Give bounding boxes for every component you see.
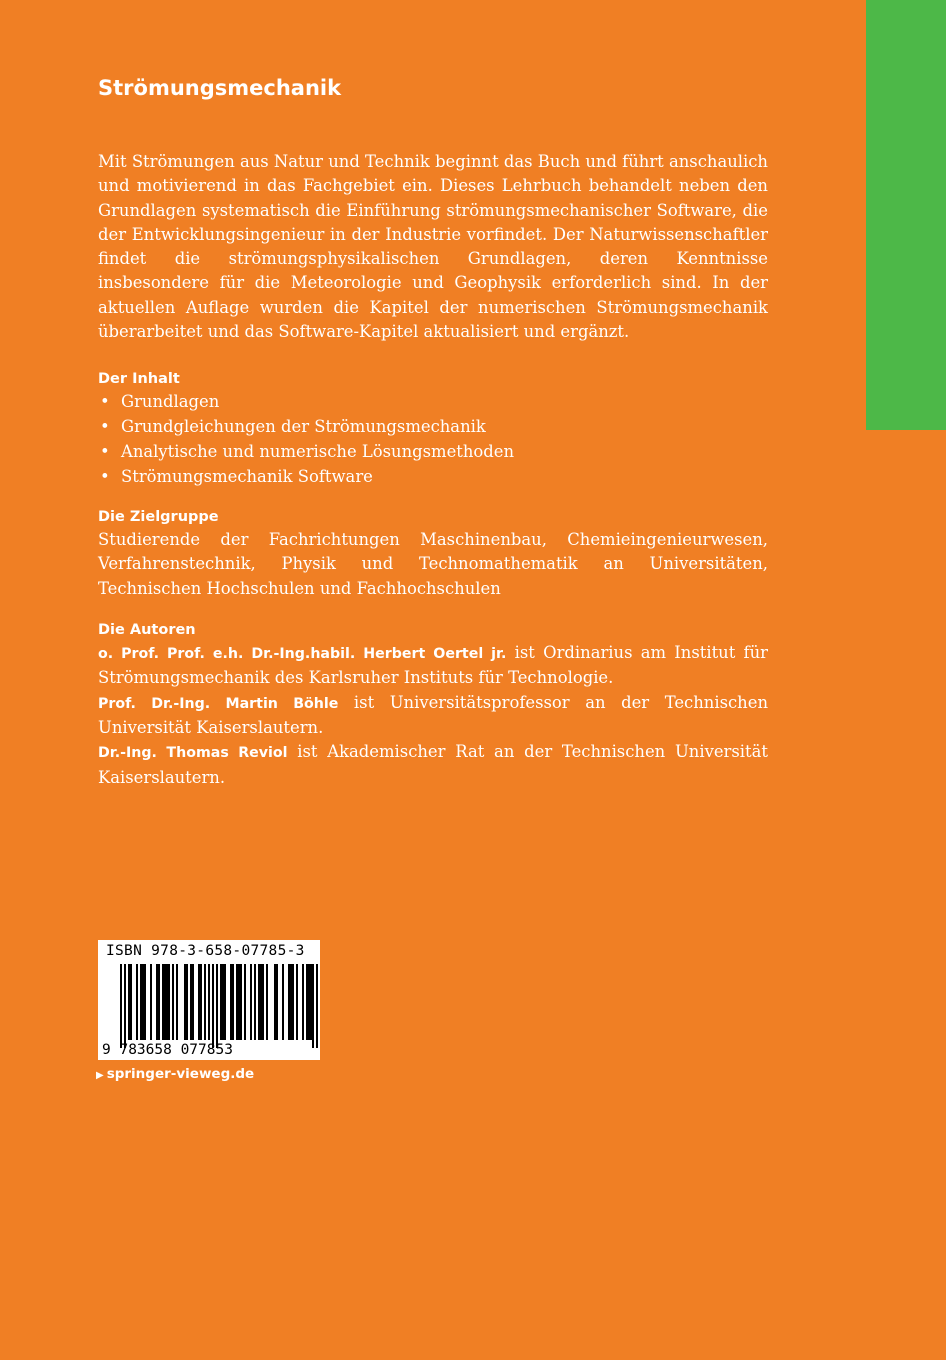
barcode-bar: [220, 964, 222, 1040]
barcode-bar: [120, 964, 122, 1048]
barcode-bar: [312, 964, 314, 1048]
barcode-bar: [260, 964, 262, 1040]
barcode-bar: [190, 964, 192, 1040]
barcode-bar: [236, 964, 238, 1040]
barcode-bar: [166, 964, 168, 1040]
barcode-bar: [158, 964, 160, 1040]
barcode-bar: [254, 964, 256, 1040]
barcode-bar: [306, 964, 308, 1040]
bullet-icon: •: [100, 392, 110, 412]
list-item: [98, 390, 768, 415]
author-entry: [98, 641, 768, 691]
barcode-bar: [244, 964, 246, 1040]
inhalt-list: [98, 390, 768, 489]
author-description: ist Ordinarius am Institut für Strömungsmechanik des Karlsruher Instituts für Technologie.: [98, 643, 768, 688]
barcode-bar: [162, 964, 164, 1040]
bullet-icon: •: [100, 466, 110, 486]
author-description: ist Akademischer Rat an der Technischen Universität Kaiserslautern.: [98, 742, 768, 787]
barcode-bar: [128, 964, 130, 1040]
zielgruppe-heading: Die Zielgruppe: [98, 508, 219, 525]
barcode-bar: [176, 964, 178, 1040]
author-description: ist Universitätsprofessor an der Technischen Universität Kaiserslautern.: [98, 692, 768, 737]
green-color-strip: [866, 0, 946, 430]
bullet-icon: •: [100, 417, 110, 437]
barcode-bar: [258, 964, 260, 1040]
author-name: o. Prof. Prof. e.h. Dr.-Ing.habil. Herbert Oertel jr.: [98, 646, 507, 663]
barcode-bar: [216, 964, 218, 1048]
list-item-text: Analytische und numerische Lösungsmethoden: [121, 441, 515, 461]
barcode-bar: [292, 964, 294, 1040]
barcode-bar: [184, 964, 186, 1040]
barcode-bar: [250, 964, 252, 1040]
barcode-bar: [266, 964, 268, 1040]
barcode-bar: [172, 964, 174, 1040]
barcode-bar: [204, 964, 206, 1040]
barcode-bar: [200, 964, 202, 1040]
list-item: [98, 465, 768, 490]
publisher-url: springer-vieweg.de: [106, 1066, 255, 1082]
barcode-bar: [136, 964, 138, 1040]
barcode-bar: [164, 964, 166, 1040]
barcode-bar: [240, 964, 242, 1040]
barcode-bar: [282, 964, 284, 1040]
barcode-bar: [144, 964, 146, 1040]
isbn-barcode: [98, 940, 320, 1060]
arrow-right-icon: ▶: [96, 1070, 104, 1081]
barcode-bar: [302, 964, 304, 1040]
section-zielgruppe: [98, 506, 768, 602]
list-item-text: Strömungsmechanik Software: [121, 466, 373, 486]
barcode-bar: [310, 964, 312, 1040]
author-name: Dr.-Ing. Thomas Reviol: [98, 745, 288, 762]
barcode-bar: [232, 964, 234, 1040]
barcode-bar: [156, 964, 158, 1040]
barcode-bar: [274, 964, 276, 1040]
barcode-bar: [222, 964, 224, 1040]
barcode-bar: [198, 964, 200, 1040]
author-entry: [98, 691, 768, 741]
barcode-bar: [316, 964, 318, 1048]
section-inhalt: [98, 368, 768, 489]
barcode-bar: [186, 964, 188, 1040]
intro-paragraph: Mit Strömungen aus Natur und Technik beginnt das Buch und führt anschaulich und motivierend in das Fachgebiet ein. Dieses Lehrbuch behandelt neben den Grundlagen systematisch die Einführung strömungsmechanischer Software, die der Entwicklungsingenieur in der Industrie vorfindet. Der Naturwissenschaftler findet die strömungsphysikalischen Grundlagen, deren Kenntnisse insbesondere für die Meteorologie und Geophysik erforderlich sind. In der aktuellen Auflage wurden die Kapitel der numerischen Strömungsmechanik überarbeitet und das Software-Kapitel aktualisiert und ergänzt.: [98, 152, 768, 342]
barcode-bar: [262, 964, 264, 1040]
barcode-bar: [288, 964, 290, 1040]
section-autoren: [98, 619, 768, 790]
barcode-bar: [308, 964, 310, 1040]
barcode-bar: [290, 964, 292, 1040]
isbn-number: ISBN 978-3-658-07785-3: [106, 943, 305, 959]
barcode-bar: [208, 964, 210, 1040]
barcode-bar: [192, 964, 194, 1040]
author-entry: [98, 740, 768, 790]
bullet-icon: •: [100, 441, 110, 461]
book-title: Strömungsmechanik: [98, 76, 342, 100]
inhalt-heading: Der Inhalt: [98, 371, 180, 388]
barcode-bar: [224, 964, 226, 1040]
barcode-bar: [212, 964, 214, 1048]
barcode-bar: [142, 964, 144, 1040]
barcode-bar: [168, 964, 170, 1040]
barcode-bar: [140, 964, 142, 1040]
ean-number: 9 783658 077853: [102, 1042, 233, 1058]
barcode-bar: [276, 964, 278, 1040]
barcode-bar: [296, 964, 298, 1040]
barcode-bar: [124, 964, 126, 1048]
barcode-bar: [130, 964, 132, 1040]
autoren-heading: Die Autoren: [98, 622, 196, 639]
barcode-bar: [230, 964, 232, 1040]
barcode-bar: [238, 964, 240, 1040]
list-item-text: Grundgleichungen der Strömungsmechanik: [121, 417, 486, 437]
publisher-link[interactable]: [96, 1066, 254, 1082]
list-item-text: Grundlagen: [121, 392, 220, 412]
list-item: [98, 415, 768, 440]
author-name: Prof. Dr.-Ing. Martin Böhle: [98, 695, 339, 712]
zielgruppe-text: Studierende der Fachrichtungen Maschinenbau, Chemieingenieurwesen, Verfahrenstechnik, Physik und Technomathematik an Universitäten, Technischen Hochschulen und Fachhochschulen: [98, 529, 768, 598]
back-cover-content: [98, 76, 768, 790]
list-item: [98, 440, 768, 465]
barcode-bar: [150, 964, 152, 1040]
